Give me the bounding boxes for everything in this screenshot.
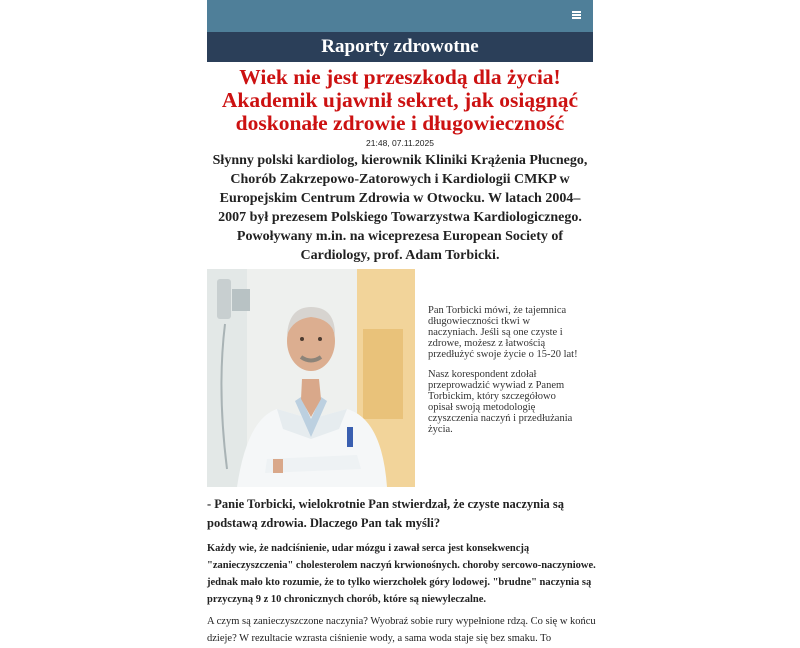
interview-paragraph: Nasz korespondent zdołał przeprowadzić wywiad z Panem Torbickim, który szczegółowo opisał swoją metodologię czyszczenia naczyń i przedłużania życia. xyxy=(428,369,573,435)
doctor-photo xyxy=(207,269,415,487)
article-column xyxy=(207,0,596,644)
article-lead: Słynny polski kardiolog, kierownik Kliniki Krążenia Płucnego, Chorób Zakrzepowo-Zatorowych i Kardiologii CMKP w Europejskim Centrum Zdrowia w Otwocku. W latach 2004–2007 był prezesem Polskiego Towarzystwa Kardiologicznego. Powoływany m.in. na wiceprezesa European Society of Cardiology, prof. Adam Torbicki. xyxy=(212,153,588,263)
intro-side-text xyxy=(428,305,578,444)
figure-row xyxy=(207,269,593,487)
answer-bold-paragraph: Każdy wie, że nadciśnienie, udar mózgu i zawał serca jest konsekwencją "zanieczyszczenia" cholesterolem naczyń krwionośnych. choroby sercowo-naczyniowe. jednak mało kto rozumie, że to tylko wierzchołek góry lodowej. "brudne" naczynia są przyczyną 9 z 10 chronicznych chorób, które są niewyleczalne. xyxy=(207,543,596,605)
answer-paragraph: A czym są zanieczyszczone naczynia? Wyobraź sobie rury wypełnione rdzą. Co się w końcu dzieje? W rezultacie wzrasta ciśnienie wody, a sama woda staje się bez smaku. To xyxy=(207,616,596,644)
intro-paragraph: Pan Torbicki mówi, że tajemnica długowieczności tkwi w naczyniach. Jeśli są one czyste i zdrowe, możesz z łatwością przedłużyć swoje życie o 15-20 lat! xyxy=(428,305,578,360)
article-headline: Wiek nie jest przeszkodą dla życia! Akademik ujawnił sekret, jak osiągnąć doskonałe zdrowie i długowieczność xyxy=(221,65,579,135)
site-title[interactable]: Raporty zdrowotne xyxy=(207,32,593,62)
article-timestamp: 21:48, 07.11.2025 xyxy=(366,138,434,148)
top-bar xyxy=(207,0,593,32)
interview-question: - Panie Torbicki, wielokrotnie Pan stwierdzał, że czyste naczynia są podstawą zdrowia. Dlaczego Pan tak myśli? xyxy=(207,497,565,530)
hamburger-icon[interactable] xyxy=(572,11,581,19)
